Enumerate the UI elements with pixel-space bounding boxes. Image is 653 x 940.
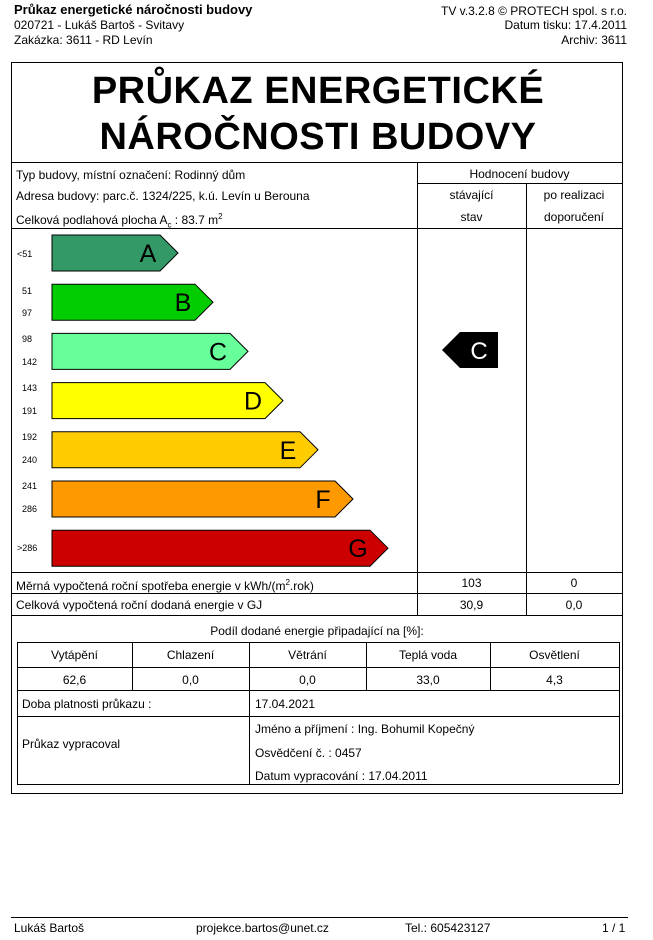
range-b-bottom: 97 — [22, 308, 33, 318]
document-title: Průkaz energetické náročnosti budovy — [14, 2, 253, 17]
energy-class-f-letter: F — [315, 486, 331, 514]
header-print-date: Datum tisku: 17.4.2011 — [504, 18, 627, 32]
range-b-top: 51 — [22, 286, 33, 296]
share-val-lighting: 4,3 — [546, 673, 563, 687]
range-d-top: 143 — [22, 383, 38, 393]
footer-page-number: 1 / 1 — [602, 921, 626, 935]
energy-class-f-arrow — [52, 481, 353, 517]
validity-label: Doba platnosti průkazu : — [22, 697, 152, 711]
building-area: Celková podlahová plocha $A_c$ : 83.7 $m^2$ — [16, 212, 223, 230]
header-version: TV v.3.2.8 © PROTECH spol. s r.o. — [440, 4, 627, 18]
share-title: Podíl dodané energie připadající na [%]: — [210, 624, 424, 638]
energy-class-g-arrow — [52, 530, 388, 566]
energy-class-b-letter: B — [174, 289, 192, 318]
range-c-bottom: 142 — [22, 357, 38, 367]
range-e-bottom: 240 — [22, 455, 38, 465]
energy-class-e-letter: E — [279, 436, 297, 465]
rating-current-label-1: stávající — [449, 188, 494, 202]
footer-email[interactable]: projekce.bartos@unet.cz — [196, 921, 329, 935]
rating-after-label-2: doporučení — [543, 210, 605, 224]
certificate-frame — [11, 62, 623, 794]
share-val-hot-water: 33,0 — [416, 673, 440, 687]
share-val-cooling: 0,0 — [182, 673, 199, 687]
total-energy-after: 0,0 — [565, 598, 583, 612]
energy-class-a-arrow — [52, 235, 178, 271]
share-col-ventilation: Větrání — [288, 648, 327, 662]
rating-title: Hodnocení budovy — [469, 167, 570, 181]
range-d-bottom: 191 — [22, 406, 38, 416]
energy-class-g-letter: G — [348, 535, 368, 564]
energy-class-c-letter: C — [208, 338, 228, 367]
energy-class-e-arrow — [52, 432, 318, 468]
energy-class-scale — [12, 229, 417, 572]
rating-after-label-1: po realizaci — [543, 188, 605, 202]
specific-consumption-current: 103 — [461, 576, 482, 590]
share-val-ventilation: 0,0 — [299, 673, 316, 687]
validity-value: 17.04.2021 — [255, 697, 316, 711]
main-title-line1: PRŮKAZ ENERGETICKÉ — [91, 70, 545, 112]
share-val-heating: 62,6 — [62, 673, 87, 687]
rating-current-label-2: stav — [460, 210, 483, 224]
author-date: Datum vypracování : 17.04.2011 — [255, 769, 428, 783]
share-col-lighting: Osvětlení — [529, 648, 580, 662]
header-archive: Archiv: 3611 — [561, 33, 627, 47]
author-name: Jméno a příjmení : Ing. Bohumil Kopečný — [255, 722, 475, 736]
building-type: Typ budovy, místní označení: Rodinný dům — [16, 168, 246, 182]
building-address: Adresa budovy: parc.č. 1324/225, k.ú. Levín u Berouna — [16, 189, 310, 203]
range-e-top: 192 — [22, 432, 38, 442]
range-f-bottom: 286 — [22, 504, 38, 514]
author-label: Průkaz vypracoval — [22, 737, 121, 751]
range-f-top: 241 — [22, 481, 38, 491]
energy-class-d-letter: D — [243, 387, 263, 416]
specific-consumption-label: Měrná vypočtená roční spotřeba energie v kWh/$(m^2.rok)$ — [16, 578, 314, 593]
current-rating-marker — [442, 332, 502, 372]
specific-consumption-after: 0 — [570, 576, 578, 590]
header-order-line: Zakázka: 3611 - RD Levín — [14, 33, 153, 47]
range-a-top: <51 — [17, 249, 33, 259]
author-certificate: Osvědčení č. : 0457 — [255, 746, 362, 760]
main-title-line2: NÁROČNOSTI BUDOVY — [99, 116, 537, 158]
range-c-top: 98 — [22, 334, 33, 344]
total-energy-label: Celková vypočtená roční dodaná energie v GJ — [16, 598, 263, 612]
range-g-top: >286 — [17, 543, 38, 553]
share-col-cooling: Chlazení — [166, 648, 215, 662]
total-energy-current: 30,9 — [459, 598, 484, 612]
share-col-heating: Vytápění — [51, 648, 98, 662]
header-author-line: 020721 - Lukáš Bartoš - Svitavy — [14, 18, 185, 32]
share-col-hot-water: Teplá voda — [398, 648, 458, 662]
energy-class-a-letter: A — [139, 240, 157, 268]
current-rating-letter: C — [470, 338, 488, 365]
footer-phone: Tel.: 605423127 — [405, 921, 491, 935]
footer-name: Lukáš Bartoš — [14, 921, 85, 935]
